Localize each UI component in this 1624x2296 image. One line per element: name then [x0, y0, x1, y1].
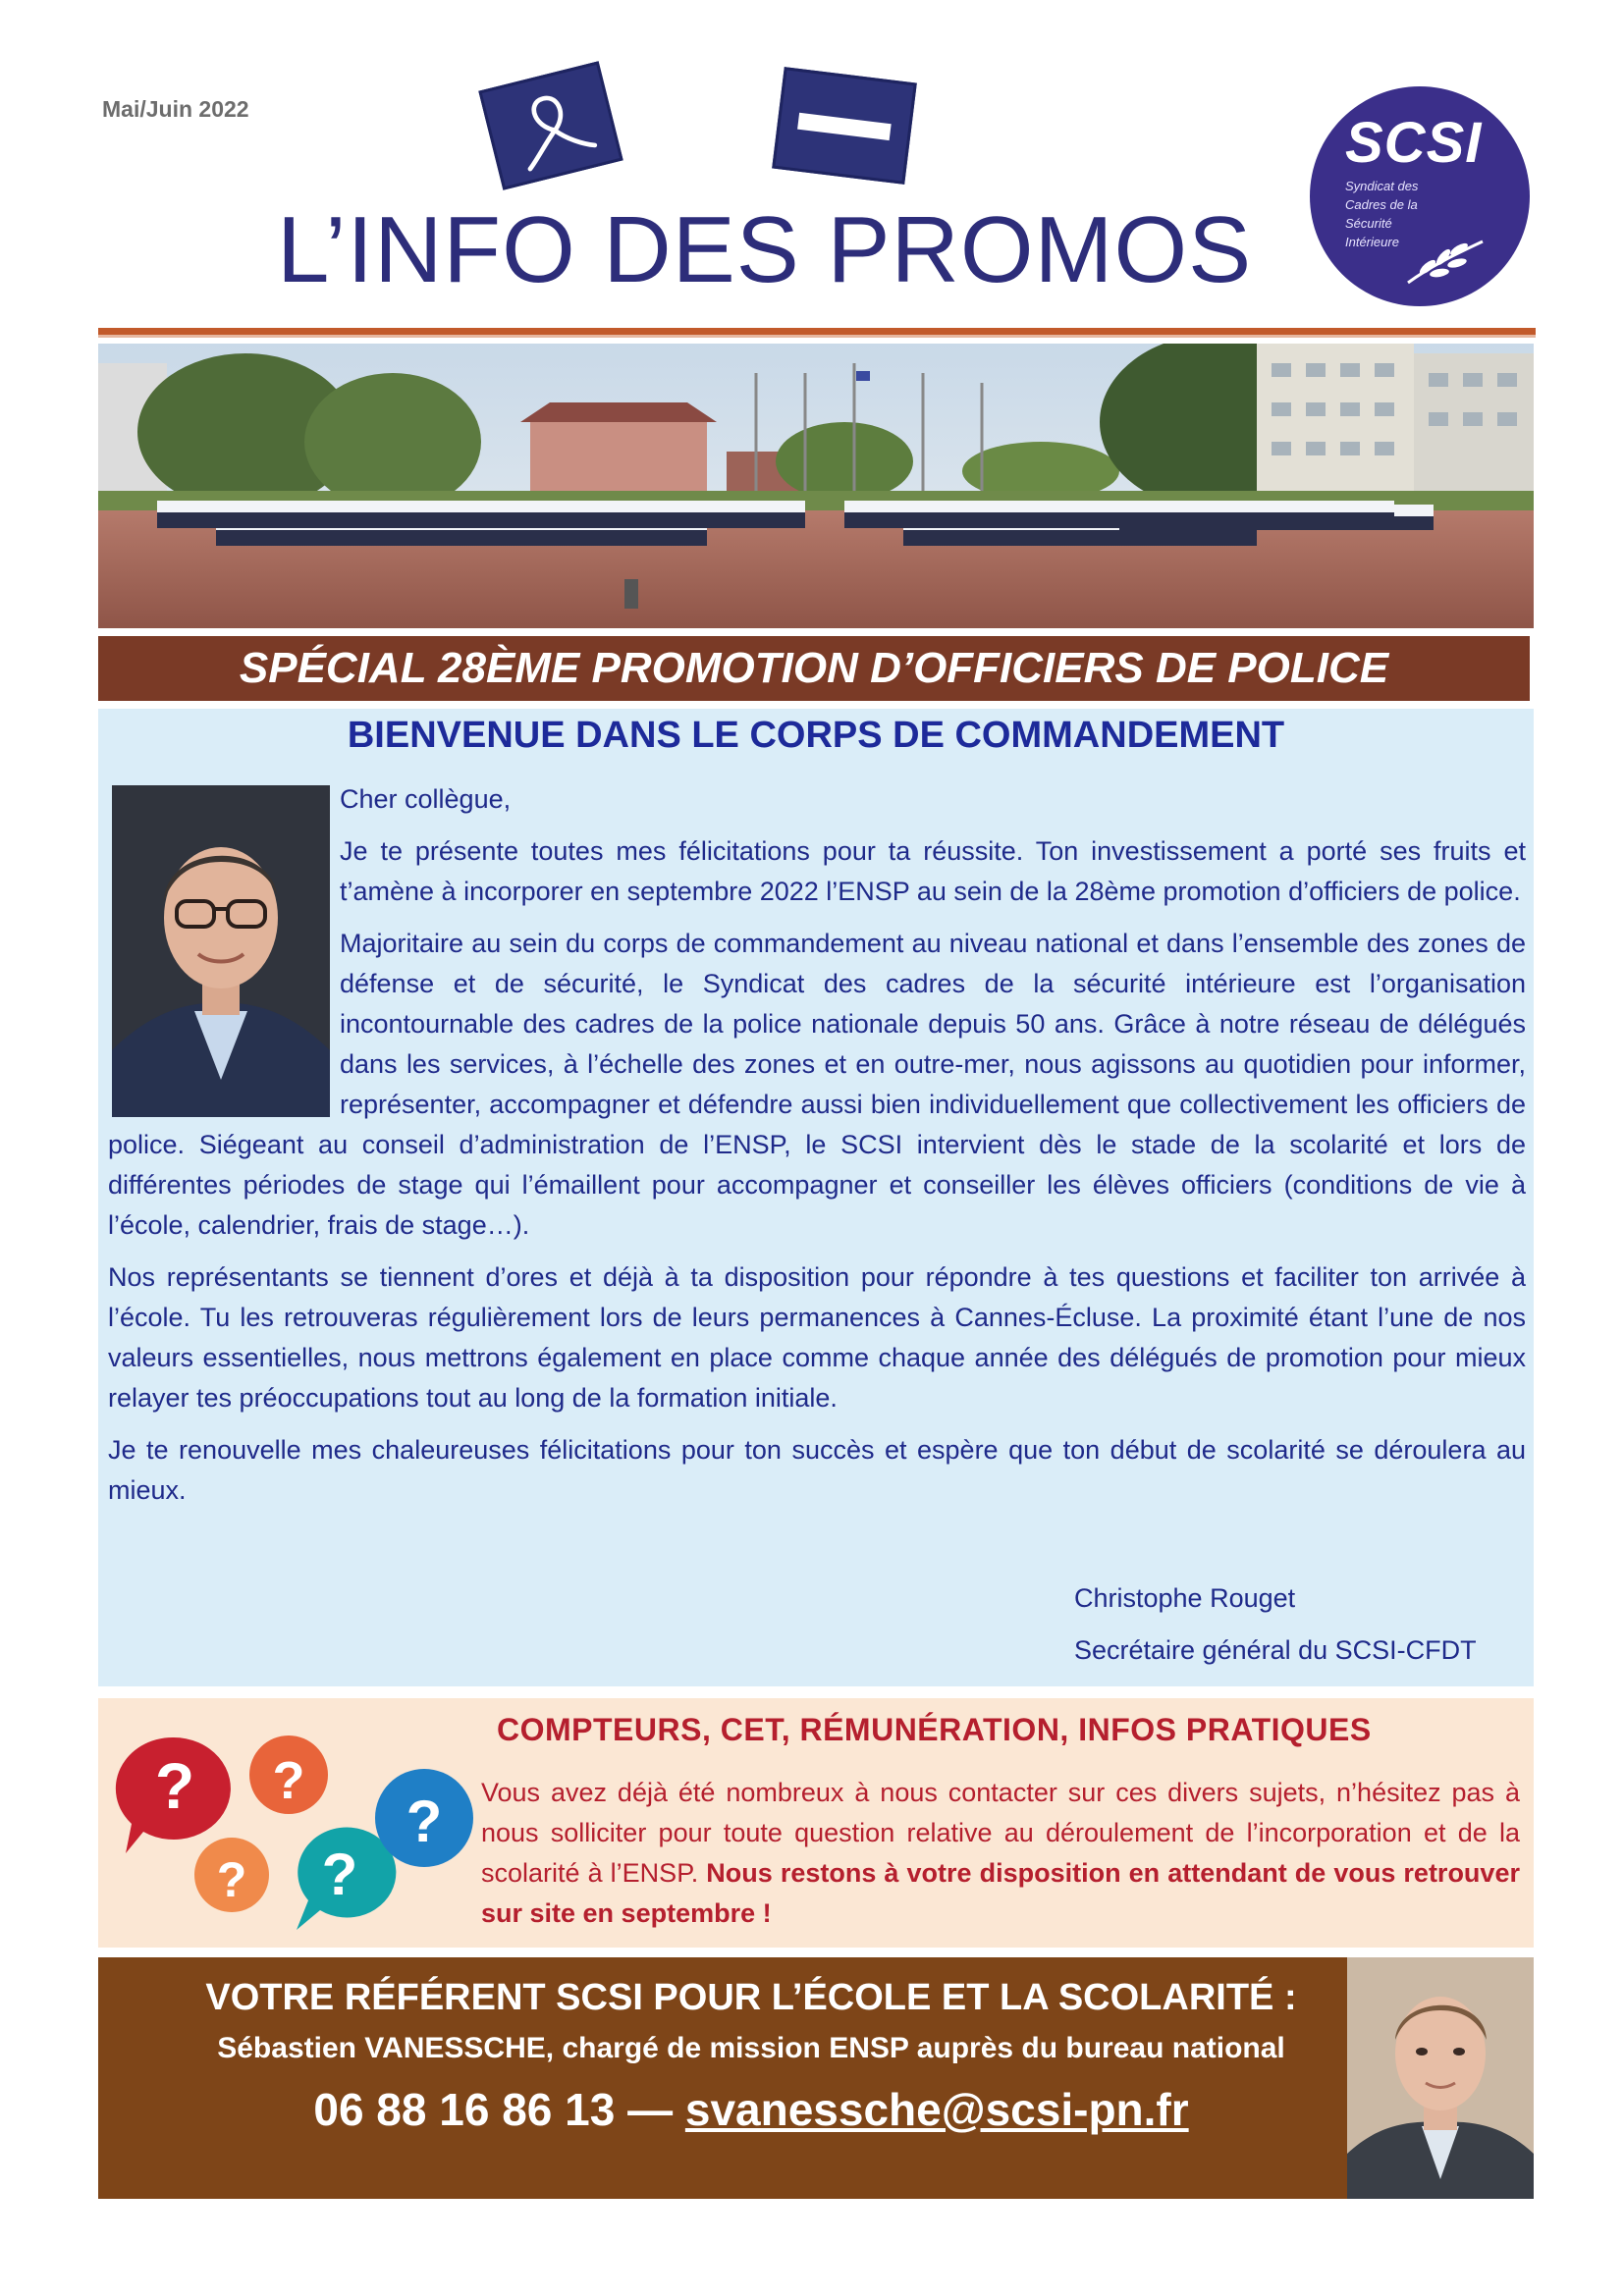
special-promotion-banner: SPÉCIAL 28ÈME PROMOTION D’OFFICIERS DE POLICE: [98, 636, 1530, 701]
welcome-section: [98, 709, 1534, 1686]
welcome-paragraph: Majoritaire au sein du corps de commandement au niveau national et dans l’ensemble des zones de défense et de sécurité, le Syndicat des cadres de la sécurité intérieure est l’organisation incontournable des cadres de la police nationale depuis 50 ans. Grâce à notre réseau de délégués dans les services, à l’échelle des zones et en outre-mer, nous agissons au quotidien pour informer, représenter, accompagner et défendre aussi bien individuellement que collectivement les officiers de police. Siégeant au conseil d’administration de l’ENSP, le SCSI intervient dès le stade de la scolarité et lors de différentes périodes de stage qui l’émaillent pour accompagner et conseiller les élèves officiers (conditions de vie à l’école, calendrier, frais de stage…).: [108, 929, 1526, 1240]
referent-email-link[interactable]: svanessche@scsi-pn.fr: [684, 2084, 1189, 2135]
signature-block: [1074, 1578, 1477, 1682]
awareness-ribbon-icon: [482, 65, 620, 187]
sebastien-vanessche-portrait: [1347, 1957, 1534, 2199]
referent-heading: VOTRE RÉFÉRENT SCSI POUR L’ÉCOLE ET LA SCOLARITÉ :: [205, 1977, 1297, 2018]
welcome-body: [108, 779, 1526, 1522]
newsletter-title: L’INFO DES PROMOS: [277, 197, 1253, 302]
practical-info-text: Vous avez déjà été nombreux à nous contacter sur ces divers sujets, n’hésitez pas à nous solliciter pour toute question relative au déroulement de l’incorporation et de la scolarité à l’ENSP.: [481, 1778, 1520, 1888]
question-mark-icon: ?: [216, 1852, 247, 1907]
welcome-paragraph: Nos représentants se tiennent d’ores et déjà à ta disposition pour répondre à tes questions et faciliter ton arrivée à l’école. Tu les retrouveras régulièrement lors de leurs permanences à Cannes-Écluse. La proximité étant l’une de nos valeurs essentielles, nous mettrons également en place comme chaque année des délégués de promotion pour mieux relayer tes préoccupations tout au long de la formation initiale.: [108, 1262, 1526, 1413]
welcome-paragraph: Je te renouvelle mes chaleureuses félicitations pour ton succès et espère que ton début de scolarité se déroulera au mieux.: [108, 1435, 1526, 1505]
greeting: Cher collègue,: [340, 784, 512, 814]
signature-name: Christophe Rouget: [1074, 1583, 1296, 1613]
referent-contact: [118, 2083, 1384, 2136]
question-mark-icon: ?: [406, 1789, 443, 1854]
practical-info-body: [481, 1773, 1520, 1934]
question-bubbles-illustration: [114, 1728, 487, 1934]
referent-phone: 06 88 16 86 13 —: [313, 2084, 674, 2135]
referent-section: [98, 1957, 1534, 2199]
minus-bar-icon: [776, 70, 914, 181]
issue-date: Mai/Juin 2022: [102, 96, 249, 122]
question-mark-icon: ?: [272, 1751, 305, 1810]
referent-person: Sébastien VANESSCHE, chargé de mission ENSP auprès du bureau national: [217, 2032, 1285, 2064]
question-mark-icon: ?: [154, 1749, 195, 1822]
scsi-logo-subtitle: Syndicat des Cadres de la Sécurité Intérieure: [1345, 179, 1419, 249]
header-divider: [98, 328, 1536, 335]
practical-info-section: [98, 1698, 1534, 1948]
practical-info-bold-text: Nous restons à votre disposition en attendant de vous retrouver sur site en septembre !: [481, 1858, 1520, 1928]
header-divider-shadow: [98, 335, 1536, 338]
ribbon-symbol-tile: [478, 61, 623, 189]
signature-title: Secrétaire général du SCSI-CFDT: [1074, 1635, 1477, 1665]
practical-info-heading: COMPTEURS, CET, RÉMUNÉRATION, INFOS PRATIQUES: [497, 1712, 1372, 1747]
minus-symbol-tile: [772, 67, 917, 185]
question-mark-icon: ?: [321, 1842, 358, 1907]
promotion-parade-photo: [98, 344, 1534, 628]
welcome-paragraph: Je te présente toutes mes félicitations pour ta réussite. Ton investissement a porté ses fruits et t’amène à incorporer en septembre 2022 l’ENSP au sein de la 28ème promotion d’officiers de police.: [340, 836, 1526, 906]
scsi-logo: [1310, 86, 1530, 306]
scsi-logo-text: SCSI: [1345, 111, 1483, 175]
welcome-heading: BIENVENUE DANS LE CORPS DE COMMANDEMENT: [347, 715, 1285, 756]
olive-branch-icon: [1400, 234, 1489, 289]
